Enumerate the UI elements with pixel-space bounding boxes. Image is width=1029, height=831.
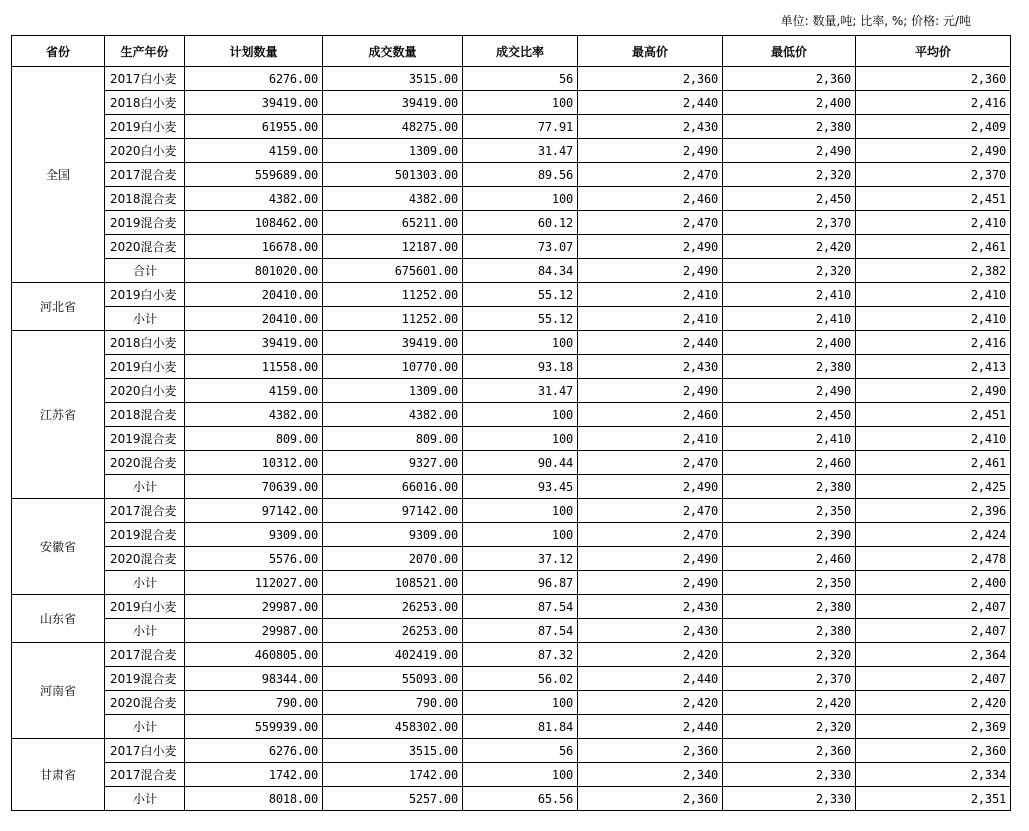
planned-qty-cell: 4382.00 — [185, 403, 323, 427]
max-price-cell: 2,360 — [578, 739, 723, 763]
avg-price-cell: 2,424 — [856, 523, 1011, 547]
province-cell: 江苏省 — [12, 331, 105, 499]
header-traded-qty: 成交数量 — [323, 36, 463, 67]
traded-qty-cell: 65211.00 — [323, 211, 463, 235]
avg-price-cell: 2,490 — [856, 139, 1011, 163]
table-row — [12, 139, 1011, 163]
year-cell: 2017混合麦 — [105, 163, 185, 187]
min-price-cell: 2,350 — [723, 571, 856, 595]
table-row — [12, 187, 1011, 211]
avg-price-cell: 2,410 — [856, 307, 1011, 331]
trade-ratio-cell: 31.47 — [463, 139, 578, 163]
year-cell: 2020混合麦 — [105, 691, 185, 715]
max-price-cell: 2,490 — [578, 475, 723, 499]
min-price-cell: 2,330 — [723, 787, 856, 811]
traded-qty-cell: 9309.00 — [323, 523, 463, 547]
max-price-cell: 2,430 — [578, 355, 723, 379]
planned-qty-cell: 6276.00 — [185, 739, 323, 763]
avg-price-cell: 2,413 — [856, 355, 1011, 379]
avg-price-cell: 2,416 — [856, 91, 1011, 115]
year-cell: 2020混合麦 — [105, 451, 185, 475]
min-price-cell: 2,320 — [723, 715, 856, 739]
table-row — [12, 619, 1011, 643]
min-price-cell: 2,420 — [723, 235, 856, 259]
year-cell: 小计 — [105, 307, 185, 331]
traded-qty-cell: 11252.00 — [323, 283, 463, 307]
year-cell: 2018混合麦 — [105, 187, 185, 211]
traded-qty-cell: 3515.00 — [323, 739, 463, 763]
max-price-cell: 2,470 — [578, 499, 723, 523]
avg-price-cell: 2,416 — [856, 331, 1011, 355]
avg-price-cell: 2,370 — [856, 163, 1011, 187]
traded-qty-cell: 97142.00 — [323, 499, 463, 523]
year-cell: 2020白小麦 — [105, 139, 185, 163]
province-cell: 河南省 — [12, 643, 105, 739]
planned-qty-cell: 29987.00 — [185, 619, 323, 643]
trade-ratio-cell: 31.47 — [463, 379, 578, 403]
min-price-cell: 2,380 — [723, 619, 856, 643]
max-price-cell: 2,470 — [578, 163, 723, 187]
year-cell: 小计 — [105, 787, 185, 811]
trade-ratio-cell: 65.56 — [463, 787, 578, 811]
traded-qty-cell: 4382.00 — [323, 187, 463, 211]
traded-qty-cell: 39419.00 — [323, 91, 463, 115]
table-row — [12, 427, 1011, 451]
header-row — [12, 36, 1011, 67]
planned-qty-cell: 801020.00 — [185, 259, 323, 283]
planned-qty-cell: 460805.00 — [185, 643, 323, 667]
planned-qty-cell: 4382.00 — [185, 187, 323, 211]
traded-qty-cell: 55093.00 — [323, 667, 463, 691]
table-row — [12, 571, 1011, 595]
table-row — [12, 259, 1011, 283]
avg-price-cell: 2,478 — [856, 547, 1011, 571]
trade-ratio-cell: 100 — [463, 187, 578, 211]
max-price-cell: 2,440 — [578, 91, 723, 115]
year-cell: 2019混合麦 — [105, 427, 185, 451]
max-price-cell: 2,470 — [578, 451, 723, 475]
avg-price-cell: 2,364 — [856, 643, 1011, 667]
planned-qty-cell: 559689.00 — [185, 163, 323, 187]
trade-ratio-cell: 37.12 — [463, 547, 578, 571]
trade-ratio-cell: 81.84 — [463, 715, 578, 739]
table-row — [12, 499, 1011, 523]
avg-price-cell: 2,407 — [856, 595, 1011, 619]
max-price-cell: 2,430 — [578, 619, 723, 643]
min-price-cell: 2,490 — [723, 139, 856, 163]
max-price-cell: 2,490 — [578, 547, 723, 571]
table-row — [12, 787, 1011, 811]
max-price-cell: 2,440 — [578, 331, 723, 355]
trade-ratio-cell: 100 — [463, 403, 578, 427]
year-cell: 合计 — [105, 259, 185, 283]
avg-price-cell: 2,410 — [856, 427, 1011, 451]
min-price-cell: 2,370 — [723, 667, 856, 691]
avg-price-cell: 2,409 — [856, 115, 1011, 139]
traded-qty-cell: 9327.00 — [323, 451, 463, 475]
trade-ratio-cell: 56 — [463, 739, 578, 763]
min-price-cell: 2,380 — [723, 115, 856, 139]
traded-qty-cell: 1309.00 — [323, 379, 463, 403]
planned-qty-cell: 70639.00 — [185, 475, 323, 499]
header-min-price: 最低价 — [723, 36, 856, 67]
trade-ratio-cell: 100 — [463, 691, 578, 715]
trade-ratio-cell: 100 — [463, 523, 578, 547]
year-cell: 2017混合麦 — [105, 499, 185, 523]
avg-price-cell: 2,334 — [856, 763, 1011, 787]
year-cell: 2019白小麦 — [105, 283, 185, 307]
planned-qty-cell: 4159.00 — [185, 379, 323, 403]
planned-qty-cell: 97142.00 — [185, 499, 323, 523]
year-cell: 2018白小麦 — [105, 331, 185, 355]
planned-qty-cell: 112027.00 — [185, 571, 323, 595]
planned-qty-cell: 5576.00 — [185, 547, 323, 571]
year-cell: 2019白小麦 — [105, 355, 185, 379]
year-cell: 2020白小麦 — [105, 379, 185, 403]
province-cell: 山东省 — [12, 595, 105, 643]
trade-ratio-cell: 56.02 — [463, 667, 578, 691]
min-price-cell: 2,320 — [723, 259, 856, 283]
avg-price-cell: 2,369 — [856, 715, 1011, 739]
trade-ratio-cell: 60.12 — [463, 211, 578, 235]
table-row — [12, 403, 1011, 427]
table-row — [12, 739, 1011, 763]
planned-qty-cell: 16678.00 — [185, 235, 323, 259]
year-cell: 2017混合麦 — [105, 763, 185, 787]
traded-qty-cell: 501303.00 — [323, 163, 463, 187]
table-row — [12, 643, 1011, 667]
avg-price-cell: 2,351 — [856, 787, 1011, 811]
planned-qty-cell: 39419.00 — [185, 91, 323, 115]
min-price-cell: 2,320 — [723, 643, 856, 667]
table-row — [12, 523, 1011, 547]
year-cell: 2017白小麦 — [105, 739, 185, 763]
header-trade-ratio: 成交比率 — [463, 36, 578, 67]
traded-qty-cell: 108521.00 — [323, 571, 463, 595]
planned-qty-cell: 11558.00 — [185, 355, 323, 379]
table-row — [12, 451, 1011, 475]
traded-qty-cell: 66016.00 — [323, 475, 463, 499]
max-price-cell: 2,430 — [578, 595, 723, 619]
min-price-cell: 2,420 — [723, 691, 856, 715]
max-price-cell: 2,340 — [578, 763, 723, 787]
planned-qty-cell: 809.00 — [185, 427, 323, 451]
avg-price-cell: 2,461 — [856, 451, 1011, 475]
planned-qty-cell: 559939.00 — [185, 715, 323, 739]
year-cell: 小计 — [105, 619, 185, 643]
planned-qty-cell: 9309.00 — [185, 523, 323, 547]
trade-ratio-cell: 93.45 — [463, 475, 578, 499]
traded-qty-cell: 1742.00 — [323, 763, 463, 787]
max-price-cell: 2,490 — [578, 571, 723, 595]
traded-qty-cell: 402419.00 — [323, 643, 463, 667]
traded-qty-cell: 675601.00 — [323, 259, 463, 283]
province-cell: 河北省 — [12, 283, 105, 331]
table-row — [12, 715, 1011, 739]
table-row — [12, 667, 1011, 691]
table-row — [12, 475, 1011, 499]
min-price-cell: 2,400 — [723, 91, 856, 115]
min-price-cell: 2,450 — [723, 403, 856, 427]
traded-qty-cell: 2070.00 — [323, 547, 463, 571]
table-row — [12, 331, 1011, 355]
max-price-cell: 2,410 — [578, 427, 723, 451]
max-price-cell: 2,490 — [578, 379, 723, 403]
year-cell: 2019白小麦 — [105, 595, 185, 619]
header-avg-price: 平均价 — [856, 36, 1011, 67]
avg-price-cell: 2,407 — [856, 619, 1011, 643]
min-price-cell: 2,320 — [723, 163, 856, 187]
min-price-cell: 2,410 — [723, 427, 856, 451]
trade-ratio-cell: 87.54 — [463, 619, 578, 643]
trade-ratio-cell: 56 — [463, 67, 578, 91]
trade-ratio-cell: 87.54 — [463, 595, 578, 619]
trade-ratio-cell: 77.91 — [463, 115, 578, 139]
province-cell: 全国 — [12, 67, 105, 283]
min-price-cell: 2,330 — [723, 763, 856, 787]
avg-price-cell: 2,396 — [856, 499, 1011, 523]
trade-ratio-cell: 89.56 — [463, 163, 578, 187]
max-price-cell: 2,410 — [578, 283, 723, 307]
trade-ratio-cell: 100 — [463, 763, 578, 787]
planned-qty-cell: 20410.00 — [185, 283, 323, 307]
min-price-cell: 2,490 — [723, 379, 856, 403]
avg-price-cell: 2,400 — [856, 571, 1011, 595]
traded-qty-cell: 809.00 — [323, 427, 463, 451]
avg-price-cell: 2,407 — [856, 667, 1011, 691]
year-cell: 2018白小麦 — [105, 91, 185, 115]
planned-qty-cell: 6276.00 — [185, 67, 323, 91]
max-price-cell: 2,470 — [578, 211, 723, 235]
min-price-cell: 2,390 — [723, 523, 856, 547]
min-price-cell: 2,370 — [723, 211, 856, 235]
min-price-cell: 2,400 — [723, 331, 856, 355]
trade-ratio-cell: 100 — [463, 427, 578, 451]
table-row — [12, 235, 1011, 259]
table-row — [12, 355, 1011, 379]
min-price-cell: 2,380 — [723, 355, 856, 379]
year-cell: 2019白小麦 — [105, 115, 185, 139]
planned-qty-cell: 1742.00 — [185, 763, 323, 787]
auction-results-table — [11, 35, 1011, 811]
traded-qty-cell: 458302.00 — [323, 715, 463, 739]
max-price-cell: 2,490 — [578, 259, 723, 283]
traded-qty-cell: 790.00 — [323, 691, 463, 715]
traded-qty-cell: 11252.00 — [323, 307, 463, 331]
year-cell: 2017白小麦 — [105, 67, 185, 91]
year-cell: 2019混合麦 — [105, 667, 185, 691]
table-row — [12, 115, 1011, 139]
planned-qty-cell: 20410.00 — [185, 307, 323, 331]
planned-qty-cell: 29987.00 — [185, 595, 323, 619]
traded-qty-cell: 39419.00 — [323, 331, 463, 355]
planned-qty-cell: 39419.00 — [185, 331, 323, 355]
planned-qty-cell: 4159.00 — [185, 139, 323, 163]
planned-qty-cell: 98344.00 — [185, 667, 323, 691]
avg-price-cell: 2,425 — [856, 475, 1011, 499]
traded-qty-cell: 12187.00 — [323, 235, 463, 259]
traded-qty-cell: 26253.00 — [323, 619, 463, 643]
max-price-cell: 2,430 — [578, 115, 723, 139]
trade-ratio-cell: 100 — [463, 331, 578, 355]
trade-ratio-cell: 55.12 — [463, 283, 578, 307]
avg-price-cell: 2,382 — [856, 259, 1011, 283]
min-price-cell: 2,460 — [723, 547, 856, 571]
year-cell: 小计 — [105, 715, 185, 739]
trade-ratio-cell: 96.87 — [463, 571, 578, 595]
planned-qty-cell: 61955.00 — [185, 115, 323, 139]
year-cell: 2020混合麦 — [105, 547, 185, 571]
header-planned-qty: 计划数量 — [185, 36, 323, 67]
planned-qty-cell: 10312.00 — [185, 451, 323, 475]
traded-qty-cell: 10770.00 — [323, 355, 463, 379]
table-row — [12, 595, 1011, 619]
avg-price-cell: 2,410 — [856, 283, 1011, 307]
traded-qty-cell: 4382.00 — [323, 403, 463, 427]
year-cell: 2017混合麦 — [105, 643, 185, 667]
max-price-cell: 2,410 — [578, 307, 723, 331]
max-price-cell: 2,490 — [578, 139, 723, 163]
trade-ratio-cell: 73.07 — [463, 235, 578, 259]
min-price-cell: 2,360 — [723, 67, 856, 91]
min-price-cell: 2,360 — [723, 739, 856, 763]
avg-price-cell: 2,360 — [856, 67, 1011, 91]
table-row — [12, 763, 1011, 787]
header-province: 省份 — [12, 36, 105, 67]
trade-ratio-cell: 55.12 — [463, 307, 578, 331]
traded-qty-cell: 26253.00 — [323, 595, 463, 619]
max-price-cell: 2,490 — [578, 235, 723, 259]
min-price-cell: 2,450 — [723, 187, 856, 211]
avg-price-cell: 2,461 — [856, 235, 1011, 259]
traded-qty-cell: 1309.00 — [323, 139, 463, 163]
avg-price-cell: 2,360 — [856, 739, 1011, 763]
max-price-cell: 2,420 — [578, 691, 723, 715]
table-row — [12, 379, 1011, 403]
avg-price-cell: 2,410 — [856, 211, 1011, 235]
avg-price-cell: 2,451 — [856, 403, 1011, 427]
year-cell: 2019混合麦 — [105, 211, 185, 235]
table-row — [12, 163, 1011, 187]
trade-ratio-cell: 87.32 — [463, 643, 578, 667]
province-cell: 甘肃省 — [12, 739, 105, 811]
max-price-cell: 2,460 — [578, 403, 723, 427]
header-max-price: 最高价 — [578, 36, 723, 67]
min-price-cell: 2,410 — [723, 283, 856, 307]
trade-ratio-cell: 100 — [463, 499, 578, 523]
year-cell: 小计 — [105, 571, 185, 595]
min-price-cell: 2,380 — [723, 475, 856, 499]
min-price-cell: 2,350 — [723, 499, 856, 523]
min-price-cell: 2,460 — [723, 451, 856, 475]
traded-qty-cell: 3515.00 — [323, 67, 463, 91]
year-cell: 2020混合麦 — [105, 235, 185, 259]
year-cell: 小计 — [105, 475, 185, 499]
max-price-cell: 2,360 — [578, 787, 723, 811]
max-price-cell: 2,420 — [578, 643, 723, 667]
planned-qty-cell: 790.00 — [185, 691, 323, 715]
max-price-cell: 2,460 — [578, 187, 723, 211]
traded-qty-cell: 48275.00 — [323, 115, 463, 139]
table-row — [12, 91, 1011, 115]
trade-ratio-cell: 100 — [463, 91, 578, 115]
year-cell: 2018混合麦 — [105, 403, 185, 427]
trade-ratio-cell: 84.34 — [463, 259, 578, 283]
max-price-cell: 2,470 — [578, 523, 723, 547]
table-row — [12, 283, 1011, 307]
max-price-cell: 2,360 — [578, 67, 723, 91]
table-row — [12, 691, 1011, 715]
max-price-cell: 2,440 — [578, 667, 723, 691]
planned-qty-cell: 8018.00 — [185, 787, 323, 811]
avg-price-cell: 2,451 — [856, 187, 1011, 211]
min-price-cell: 2,410 — [723, 307, 856, 331]
province-cell: 安徽省 — [12, 499, 105, 595]
trade-ratio-cell: 93.18 — [463, 355, 578, 379]
header-year: 生产年份 — [105, 36, 185, 67]
unit-note: 单位: 数量,吨; 比率, %; 价格: 元/吨 — [780, 14, 971, 28]
traded-qty-cell: 5257.00 — [323, 787, 463, 811]
table-row — [12, 67, 1011, 91]
max-price-cell: 2,440 — [578, 715, 723, 739]
avg-price-cell: 2,490 — [856, 379, 1011, 403]
min-price-cell: 2,380 — [723, 595, 856, 619]
planned-qty-cell: 108462.00 — [185, 211, 323, 235]
trade-ratio-cell: 90.44 — [463, 451, 578, 475]
table-row — [12, 547, 1011, 571]
avg-price-cell: 2,420 — [856, 691, 1011, 715]
table-row — [12, 307, 1011, 331]
year-cell: 2019混合麦 — [105, 523, 185, 547]
table-row — [12, 211, 1011, 235]
